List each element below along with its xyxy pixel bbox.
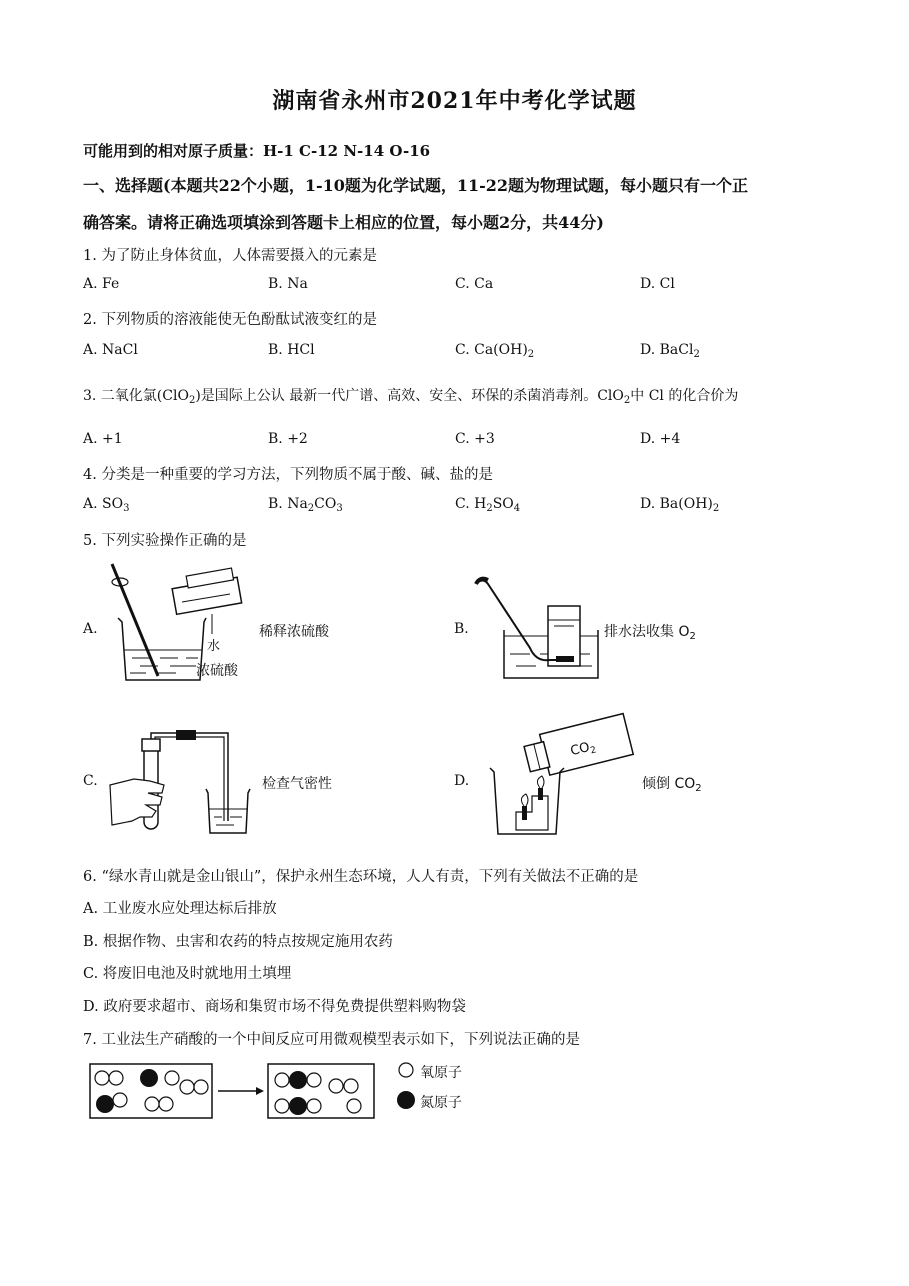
nitrogen-atom-symbol xyxy=(397,1091,415,1109)
water-label: 水 xyxy=(207,639,221,654)
bottle-co2-label: $CO_2$ xyxy=(568,739,598,760)
atomic-masses-note: 可能用到的相对原子质量：H-1 C-12 N-14 O-16 xyxy=(83,142,431,160)
q5-c-caption: 检查气密性 xyxy=(262,776,332,792)
q2-option-d: D. BaCl$_2$ xyxy=(640,342,700,360)
q2-option-b: B. HCl xyxy=(268,342,315,358)
q5-option-b-label: B. xyxy=(454,621,469,637)
section-header-line2: 确答案。请将正确选项填涂到答题卡上相应的位置，每小题2分，共44分) xyxy=(83,213,604,232)
question-3-stem: 3. 二氧化氯(ClO$_2$)是国际上公认 最新一代广谱、高效、安全、环保的杀菌消毒剂。ClO$_2$中 Cl 的化合价为 xyxy=(83,388,739,406)
concentrated-acid-label: 浓硫酸 xyxy=(196,663,238,679)
q4-option-b: B. $Na_2CO_3$ xyxy=(268,496,343,514)
q2-option-c: C. $Ca(OH)_2$ xyxy=(455,342,535,360)
q5-a-caption: 稀释浓硫酸 xyxy=(259,624,329,640)
q1-option-b: B. Na xyxy=(268,276,308,292)
q5-d-caption: 倾倒 $CO_2$ xyxy=(642,776,702,794)
q6-option-a: A. 工业废水应处理达标后排放 xyxy=(83,901,277,917)
question-7-stem: 7. 工业法生产硝酸的一个中间反应可用微观模型表示如下，下列说法正确的是 xyxy=(83,1032,580,1048)
oxygen-atom-symbol xyxy=(399,1063,413,1077)
q3-option-a: A. +1 xyxy=(83,431,123,447)
q1-option-d: D. Cl xyxy=(640,276,675,292)
q6-option-d: D. 政府要求超市、商场和集贸市场不得免费提供塑料购物袋 xyxy=(83,999,466,1015)
pour-co2-figure xyxy=(486,712,636,840)
question-1-stem: 1. 为了防止身体贫血，人体需要摄入的元素是 xyxy=(83,248,377,264)
water-displacement-figure xyxy=(470,570,600,685)
q6-option-c: C. 将废旧电池及时就地用土填埋 xyxy=(83,966,292,982)
q1-option-c: C. Ca xyxy=(455,276,494,292)
q4-option-d: D. $Ba(OH)_2$ xyxy=(640,496,720,514)
legend-nitrogen-label: 氮原子 xyxy=(420,1095,462,1111)
question-4-stem: 4. 分类是一种重要的学习方法，下列物质不属于酸、碱、盐的是 xyxy=(83,467,493,483)
question-6-stem: 6. “绿水青山就是金山银山”，保护永州生态环境，人人有责，下列有关做法不正确的是 xyxy=(83,869,639,885)
page-title: 湖南省永州市2021年中考化学试题 xyxy=(272,88,637,114)
section-header-line1: 一、选择题(本题共22个小题，1-10题为化学试题，11-22题为物理试题，每小题只有一个正 xyxy=(83,176,749,195)
q5-option-a-label: A. xyxy=(83,621,98,637)
q5-option-d-label: D. xyxy=(454,773,470,789)
q5-b-caption: 排水法收集 $O_2$ xyxy=(604,624,696,642)
q4-option-a: A. $SO_3$ xyxy=(83,496,130,514)
q5-option-c-label: C. xyxy=(83,773,98,789)
q2-option-a: A. NaCl xyxy=(83,342,138,358)
question-5-stem: 5. 下列实验操作正确的是 xyxy=(83,533,247,549)
q1-option-a: A. Fe xyxy=(83,276,120,292)
airtightness-figure xyxy=(104,725,254,840)
q3-option-c: C. +3 xyxy=(455,431,495,447)
q6-option-b: B. 根据作物、虫害和农药的特点按规定施用农药 xyxy=(83,934,393,950)
q3-option-b: B. +2 xyxy=(268,431,308,447)
legend-oxygen-label: 氧原子 xyxy=(420,1065,462,1081)
q3-option-d: D. +4 xyxy=(640,431,681,447)
q4-option-c: C. $H_2SO_4$ xyxy=(455,496,521,514)
question-2-stem: 2. 下列物质的溶液能使无色酚酞试液变红的是 xyxy=(83,312,377,328)
dilution-figure xyxy=(100,560,270,690)
